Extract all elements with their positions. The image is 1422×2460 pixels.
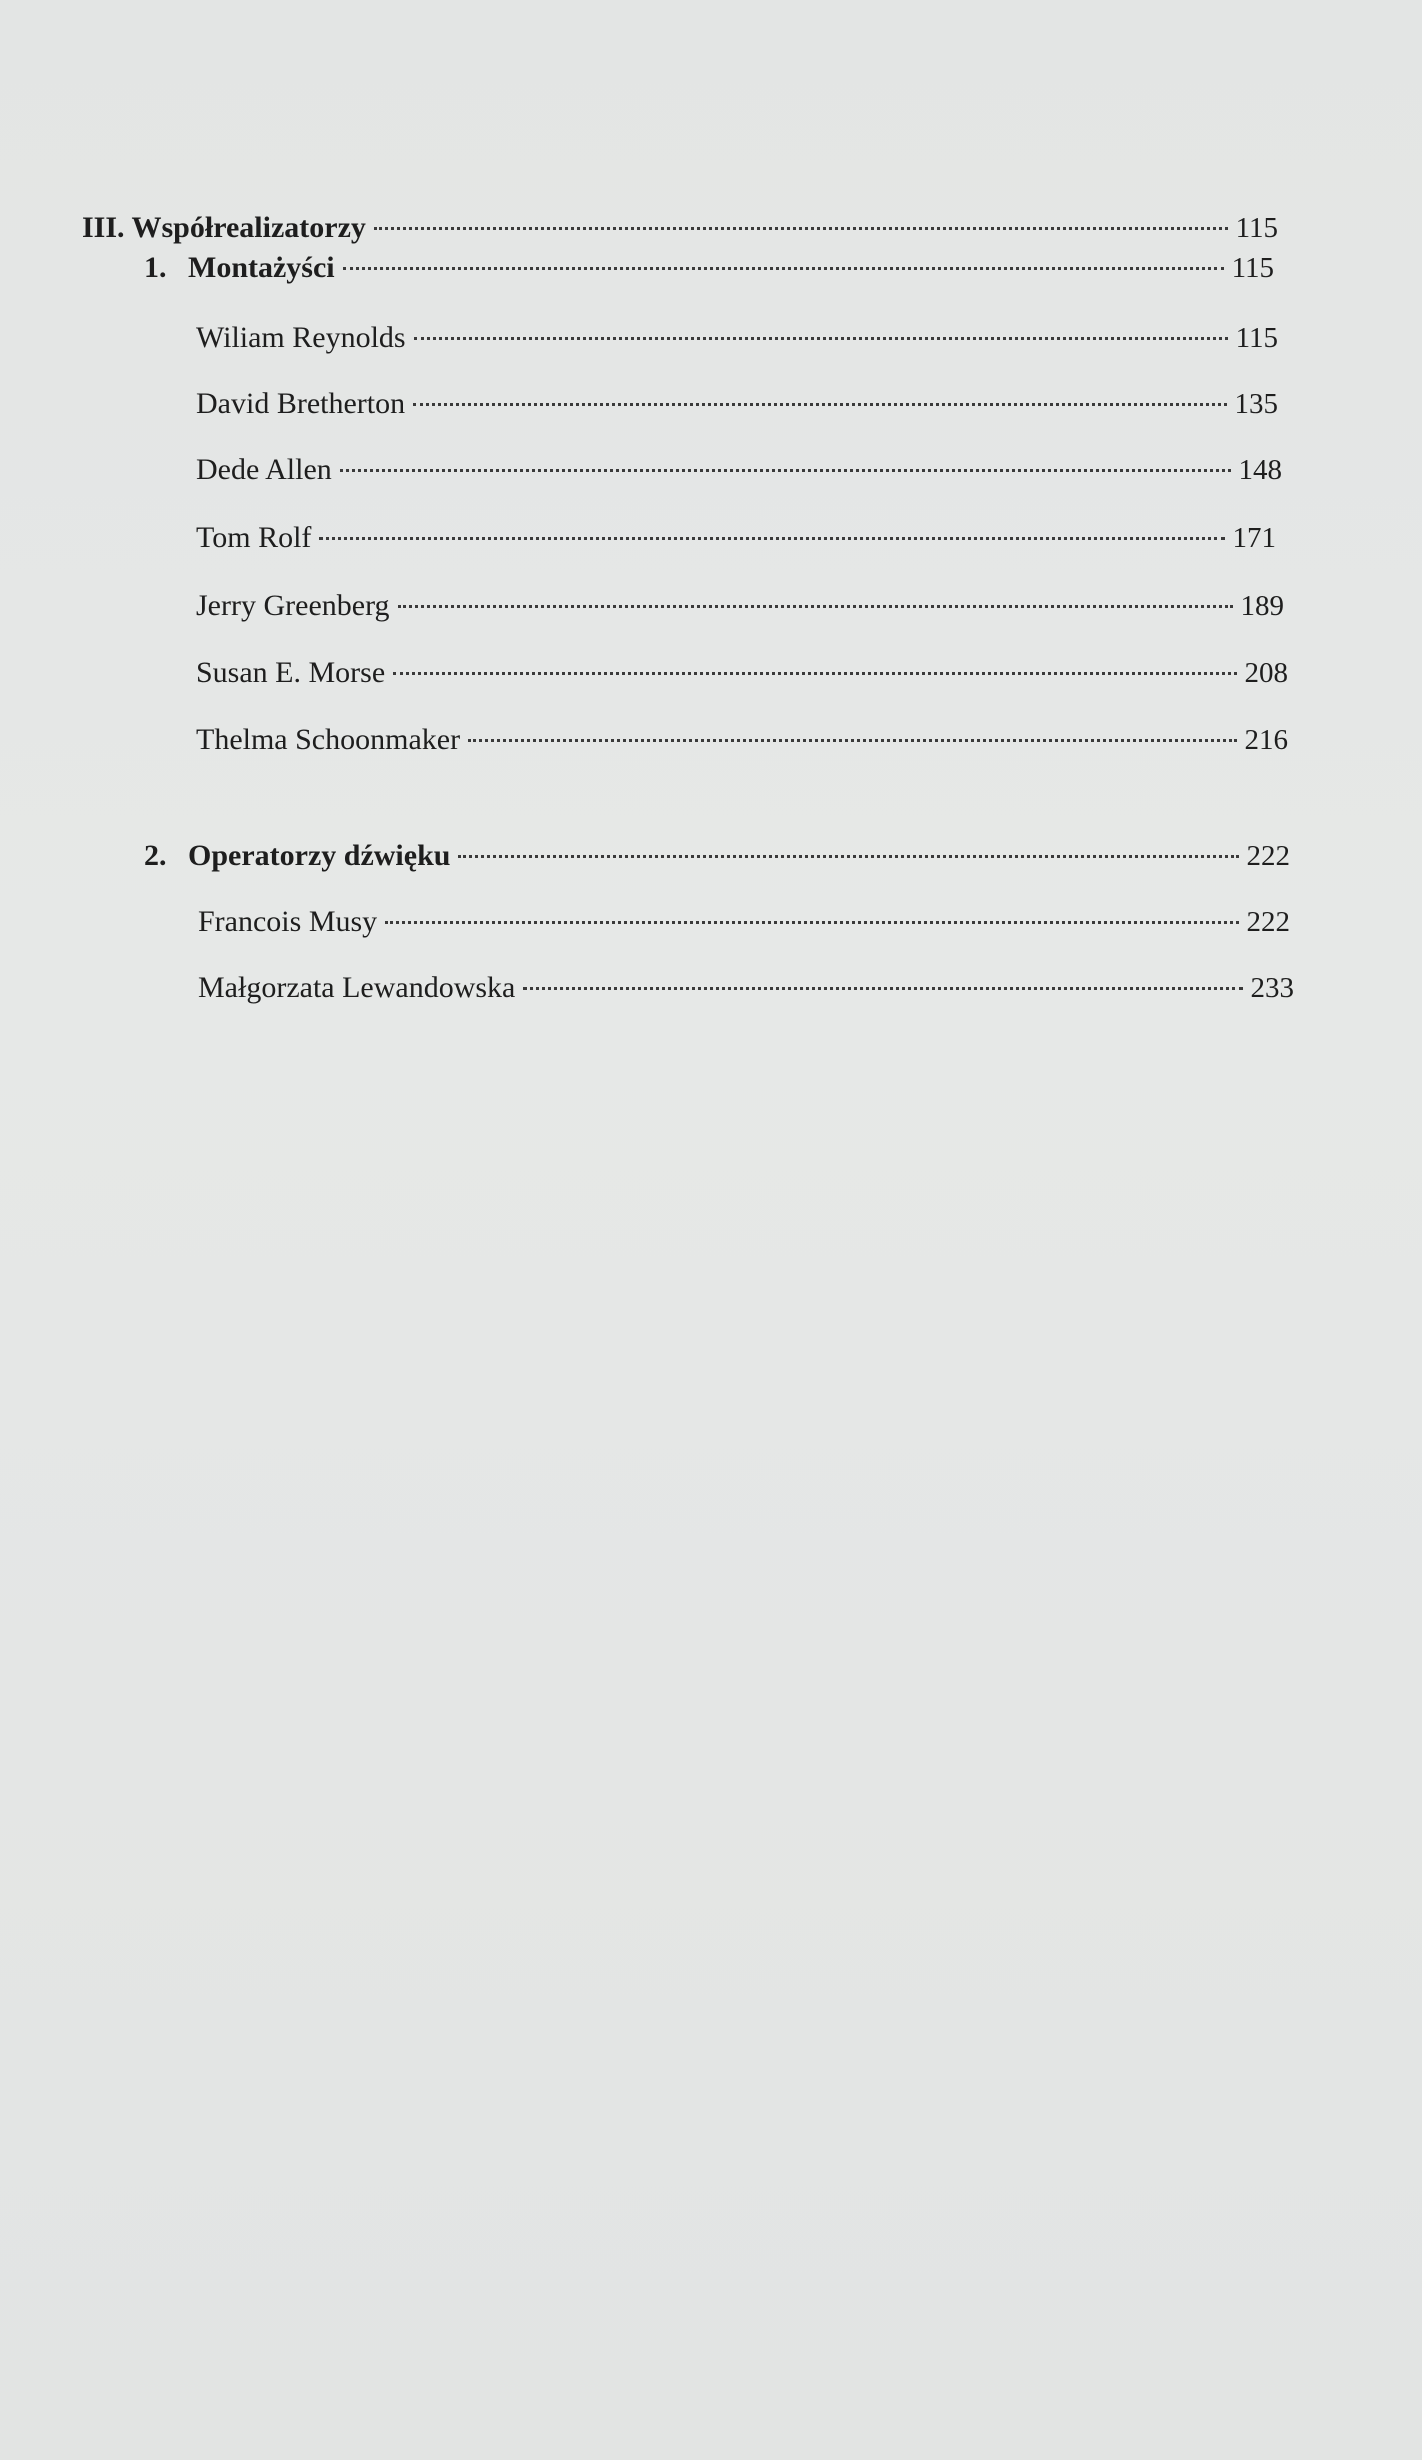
section-numeral: III.	[82, 211, 125, 244]
group-label	[144, 838, 450, 874]
dot-leader	[414, 337, 1228, 340]
entry-name: Dede Allen	[196, 453, 332, 486]
section-label	[82, 210, 366, 246]
dot-leader	[468, 739, 1236, 742]
dot-leader	[340, 469, 1231, 472]
page-number: 115	[1235, 212, 1278, 244]
dot-leader	[385, 921, 1238, 924]
dot-leader	[458, 855, 1238, 858]
toc-entry	[196, 588, 1284, 624]
page-number: 115	[1235, 322, 1278, 354]
page-number: 148	[1238, 454, 1282, 486]
entry-name: Susan E. Morse	[196, 656, 386, 689]
group-label	[144, 250, 335, 286]
group-number: 2.	[144, 839, 167, 872]
group-title: Montażyści	[188, 251, 335, 284]
toc-entry	[196, 520, 1276, 556]
entry-name: David Bretherton	[196, 387, 406, 420]
page-number: 216	[1244, 724, 1288, 756]
dot-leader	[374, 227, 1228, 230]
toc-group-heading	[144, 838, 1290, 874]
toc-entry	[198, 904, 1290, 940]
page-number: 115	[1231, 252, 1274, 284]
toc-entry	[196, 386, 1278, 422]
group-title: Operatorzy dźwięku	[188, 839, 451, 872]
page-number: 222	[1246, 906, 1290, 938]
entry-name: Jerry Greenberg	[196, 589, 390, 622]
dot-leader	[398, 605, 1233, 608]
entry-name: Tom Rolf	[196, 521, 312, 554]
toc-entry	[198, 970, 1294, 1006]
toc-entry	[196, 722, 1288, 758]
entry-name: Thelma Schoonmaker	[196, 723, 461, 756]
entry-name: Francois Musy	[198, 905, 378, 938]
page-number: 189	[1240, 590, 1284, 622]
page-number: 171	[1232, 522, 1276, 554]
entry-name: Wiliam Reynolds	[196, 321, 406, 354]
page-number: 208	[1244, 657, 1288, 689]
dot-leader	[319, 537, 1224, 540]
page-number: 233	[1250, 972, 1294, 1004]
page-number: 135	[1234, 388, 1278, 420]
toc-section-heading	[82, 210, 1278, 246]
page-number: 222	[1246, 840, 1290, 872]
group-number: 1.	[144, 251, 167, 284]
dot-leader	[343, 267, 1224, 270]
toc-entry	[196, 452, 1282, 488]
section-title: Współrealizatorzy	[131, 211, 366, 244]
entry-name: Małgorzata Lewandowska	[198, 971, 516, 1004]
toc-group-heading	[144, 250, 1274, 286]
toc-entry	[196, 655, 1288, 691]
dot-leader	[523, 987, 1242, 990]
toc-entry	[196, 320, 1278, 356]
dot-leader	[393, 672, 1236, 675]
dot-leader	[413, 403, 1226, 406]
